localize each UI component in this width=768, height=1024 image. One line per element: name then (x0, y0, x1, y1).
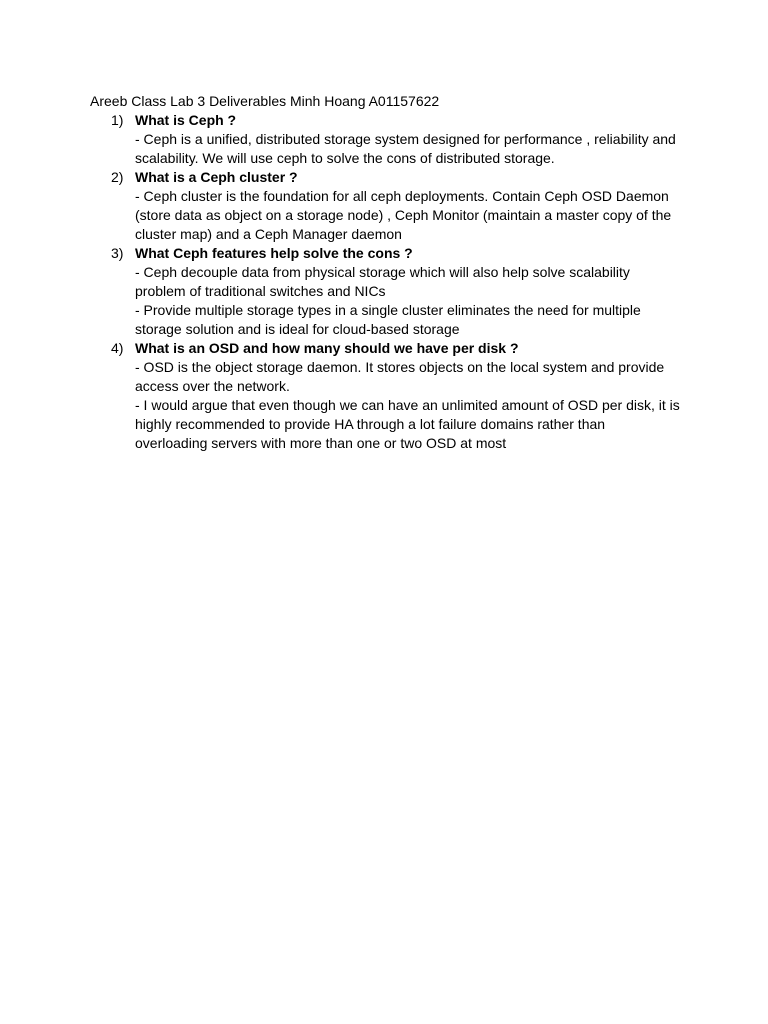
question-text: What is Ceph ? (135, 112, 237, 128)
answer-paragraph: - Provide multiple storage types in a single cluster eliminates the need for multiple storage solution and is ideal for cloud-based storage (135, 302, 641, 337)
question-number: 1) (111, 112, 124, 128)
question-item-4 (90, 339, 690, 453)
question-text: What is a Ceph cluster ? (135, 169, 298, 185)
question-number: 2) (111, 169, 124, 185)
document-title: Areeb Class Lab 3 Deliverables Minh Hoang A01157622 (90, 93, 440, 109)
answer-paragraph: - Ceph cluster is the foundation for all ceph deployments. Contain Ceph OSD Daemon (store data as object on a storage node) , Ceph Monitor (maintain a master copy of the cluster map) and a Ceph Manager daemon (135, 188, 672, 242)
question-item-3 (90, 244, 690, 339)
question-number: 4) (111, 340, 124, 356)
answer-paragraph: - I would argue that even though we can have an unlimited amount of OSD per disk, it is highly recommended to provide HA through a lot failure domains rather than overloading servers with more than one or two OSD at most (135, 397, 680, 451)
answer-paragraph: - Ceph is a unified, distributed storage system designed for performance , reliability and scalability. We will use ceph to solve the cons of distributed storage. (135, 131, 676, 166)
answer-paragraph: - Ceph decouple data from physical storage which will also help solve scalability problem of traditional switches and NICs (135, 264, 630, 299)
question-number: 3) (111, 245, 124, 261)
question-list (90, 111, 690, 453)
question-text: What is an OSD and how many should we have per disk ? (135, 340, 519, 356)
answer-paragraph: - OSD is the object storage daemon. It stores objects on the local system and provide access over the network. (135, 359, 665, 394)
question-item-2 (90, 168, 690, 244)
question-text: What Ceph features help solve the cons ? (135, 245, 413, 261)
question-item-1 (90, 111, 690, 168)
